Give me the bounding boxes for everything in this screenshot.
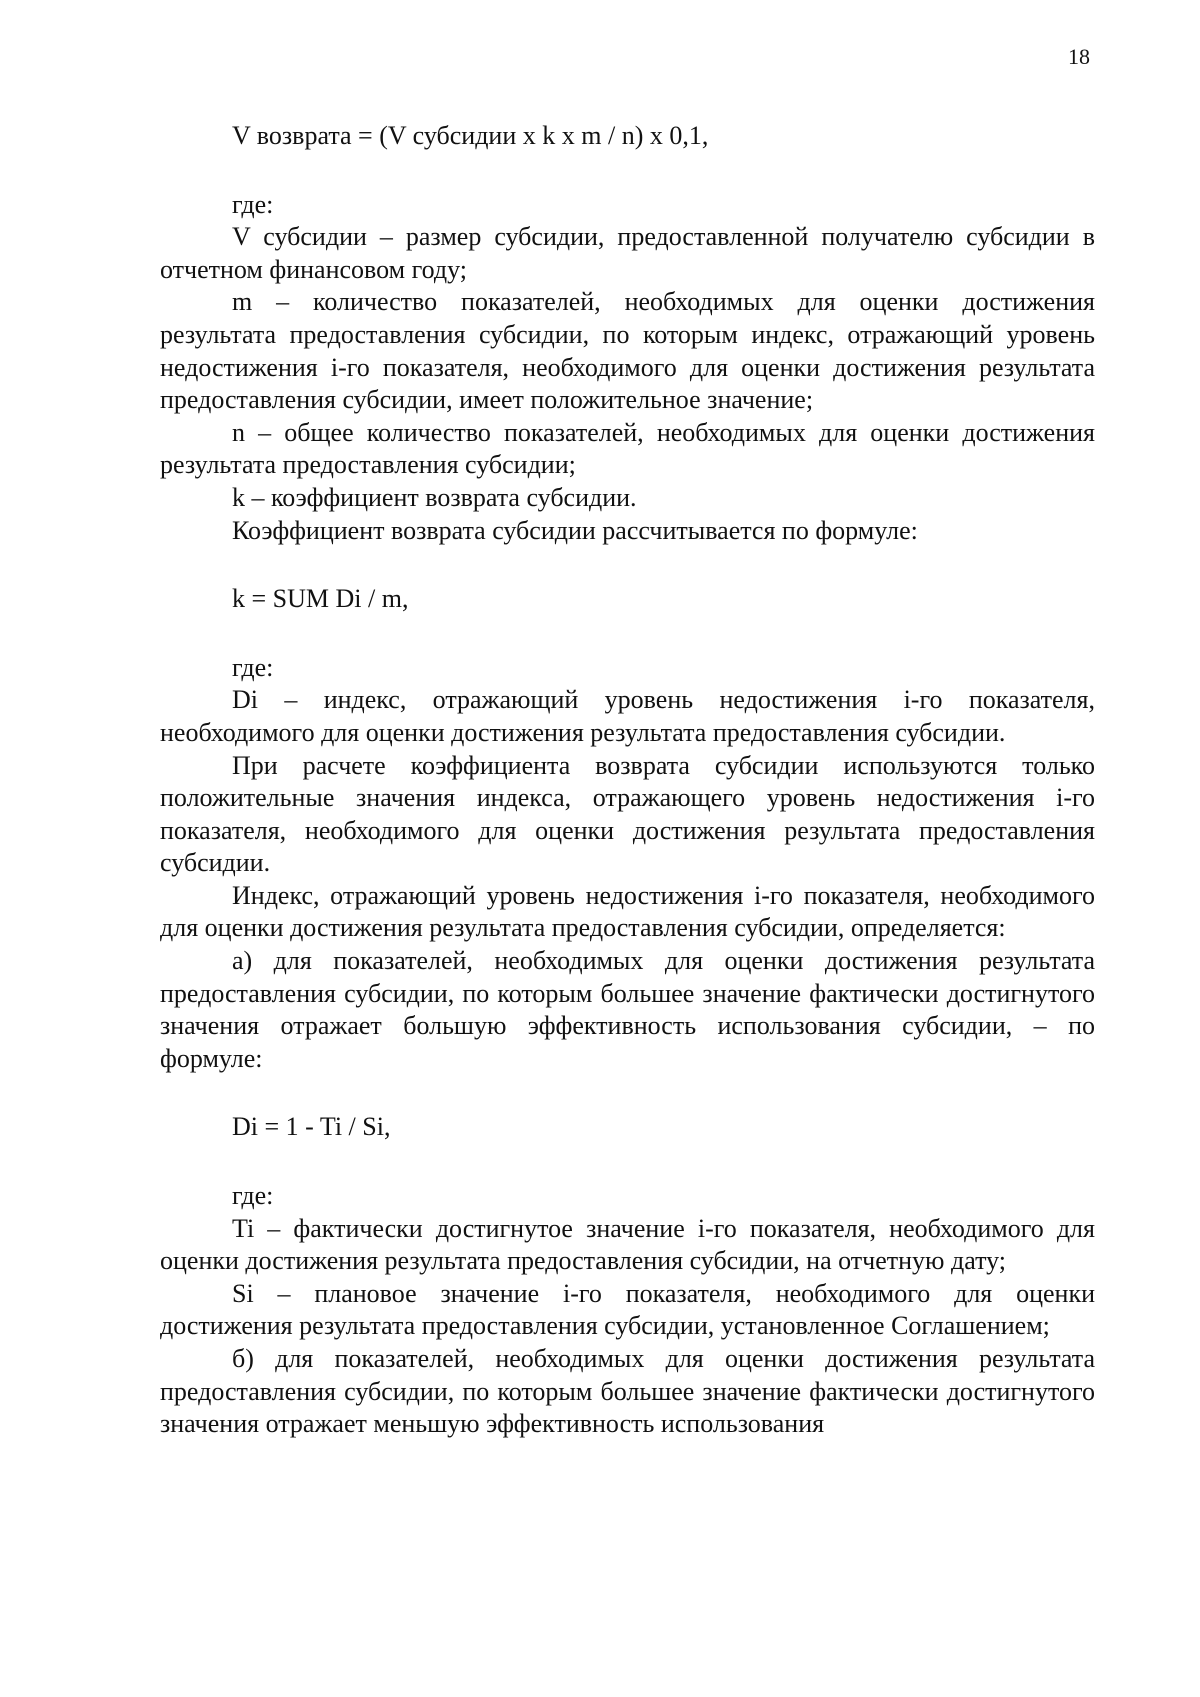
where-label: где: [232,1181,274,1211]
spacer [160,616,1095,652]
item-b: б) для показателей, необходимых для оценки достижения результата предоставления субсидии, по которым большее значение фактически достигнутого значения отражает меньшую эффективность использования [160,1344,1095,1439]
formula-return-volume: V возврата = (V субсидии x k x m / n) x 0,1, [232,121,709,150]
definition-di: Di – индекс, отражающий уровень недостижения i-го показателя, необходимого для оценки достижения результата предоставления субсидии. [160,685,1095,747]
spacer [160,1144,1095,1180]
definition-k: k – коэффициент возврата субсидии. [232,482,637,512]
definition-v-subsidy: V субсидии – размер субсидии, предоставленной получателю субсидии в отчетном финансовом году; [160,222,1095,284]
where-label: где: [232,189,274,219]
page-content [160,120,1095,1441]
paragraph-index-definition: Индекс, отражающий уровень недостижения i-го показателя, необходимого для оценки достижения результата предоставления субсидии, определяется: [160,880,1095,943]
definition-si: Si – плановое значение i-го показателя, необходимого для оценки достижения результата предоставления субсидии, установленное Соглашением; [160,1278,1095,1341]
k-formula-intro: Коэффициент возврата субсидии рассчитывается по формуле: [232,515,918,545]
spacer [160,153,1095,189]
definition-ti: Ti – фактически достигнутое значение i-го показателя, необходимого для оценки достижения результата предоставления субсидии, на отчетную дату; [160,1213,1095,1276]
page-number: 18 [1068,44,1090,69]
item-a: а) для показателей, необходимых для оценки достижения результата предоставления субсидии, по которым большее значение фактически достигнутого значения отражает большую эффективность использования субсидии, – по формуле: [160,946,1095,1073]
formula-di: Di = 1 - Ti / Si, [232,1112,391,1142]
spacer [160,547,1095,583]
paragraph-positive-values: При расчете коэффициента возврата субсидии используются только положительные значения индекса, отражающего уровень недостижения i-го показателя, необходимого для оценки достижения результата предоставления субсидии. [160,750,1095,878]
spacer [160,1075,1095,1111]
formula-k: k = SUM Di / m, [232,584,409,614]
where-label: где: [232,652,274,682]
definition-n: n – общее количество показателей, необходимых для оценки достижения результата предоставления субсидии; [160,417,1095,480]
definition-m: m – количество показателей, необходимых для оценки достижения результата предоставления субсидии, по которым индекс, отражающий уровень недостижения i-го показателя, необходимого для оценки достижения результата предоставления субсидии, имеет положительное значение; [160,287,1095,415]
